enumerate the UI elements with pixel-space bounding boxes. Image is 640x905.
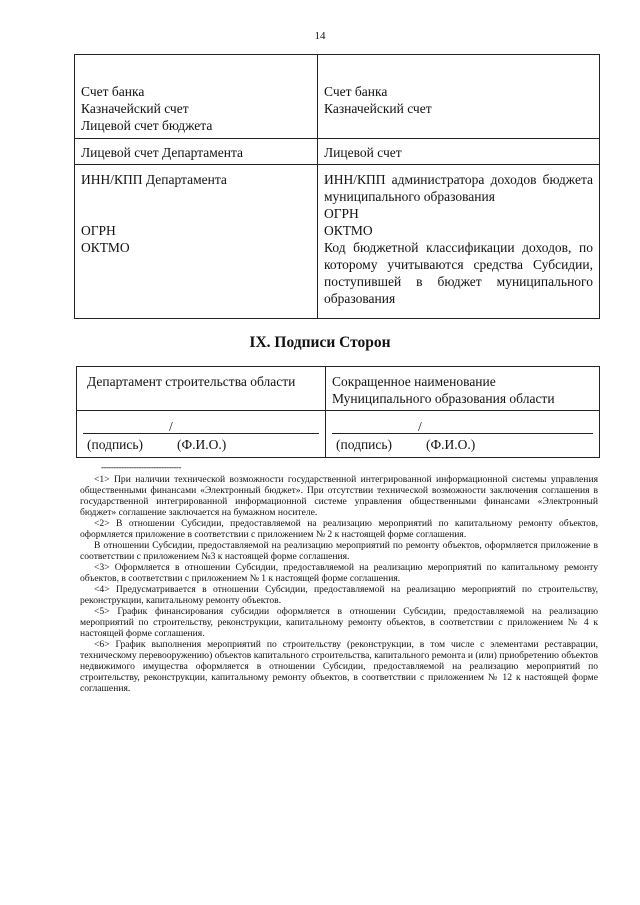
signature-caption (332, 434, 593, 457)
footnote-1: <1> При наличии технической возможности государственной интегрированной информационной системы управления общественными финансами «Электронный бюджет». При отсутствии технической возможности заключения соглашения в государственной интегрированной информационной системе управления общественными финансами «Электронный бюджет» соглашение заключается на бумажном носителе. (80, 474, 598, 518)
cell-line: Лицевой счет бюджета (81, 118, 213, 133)
caption-name: (Ф.И.О.) (177, 437, 227, 452)
cell-line: Счет банка (81, 84, 145, 99)
cell-line: ОКТМО (324, 223, 373, 238)
signature-line (83, 415, 319, 434)
cell-line: Счет банка (324, 84, 388, 99)
cell-paragraph: Код бюджетной классификации доходов, по которому учитываются средства Субсидии, поступившей в бюджет муниципального образования (324, 240, 593, 306)
signature-caption (83, 434, 319, 457)
caption-name: (Ф.И.О.) (426, 437, 476, 452)
caption-sign: (подпись) (336, 437, 393, 452)
cell-line: ОКТМО (81, 240, 130, 255)
cell-line: Лицевой счет (324, 145, 402, 160)
table-row (75, 55, 600, 139)
table-row (75, 139, 600, 165)
table-cell (75, 139, 318, 165)
table-cell (318, 165, 600, 319)
bank-details-table (74, 54, 600, 319)
caption-sign: (подпись) (87, 437, 144, 452)
signatures-table (76, 366, 600, 458)
cell-line: Лицевой счет Департамента (81, 145, 244, 160)
signature-slash: / (169, 419, 173, 434)
table-cell (318, 55, 600, 139)
footnotes-separator: -------------------------------- (101, 462, 181, 472)
table-cell (75, 165, 318, 319)
table-cell (318, 139, 600, 165)
signature-slash: / (418, 419, 422, 434)
cell-line: Казначейский счет (81, 101, 189, 116)
table-cell (326, 411, 600, 458)
table-row (77, 411, 600, 458)
table-cell (326, 367, 600, 411)
footnote-2: <2> В отношении Субсидии, предоставляемой на реализацию мероприятий по капитальному ремонту объектов, оформляется приложение в соответствии с приложением № 2 к настоящей форме соглашения. (80, 518, 598, 540)
footnote-6: <6> График выполнения мероприятий по строительству (реконструкции, в том числе с элементами реставрации, техническому перевооружению) объектов капитального строительства, капитального ремонта и (или) приобретению объектов недвижимого имущества оформляется в отношении Субсидии, предоставляемой на реализацию мероприятий по строительству, реконструкции, капитальному ремонту объектов, в соответствии с приложением № 12 к настоящей форме соглашения. (80, 639, 598, 694)
section-title: IX. Подписи Сторон (249, 334, 391, 351)
footnote-2-cont: В отношении Субсидии, предоставляемой на реализацию мероприятий по ремонту объектов, оформляется приложение в соответствии с приложением №3 к настоящей форме соглашения. (80, 540, 598, 562)
table-row (77, 367, 600, 411)
cell-line: ИНН/КПП Департамента (81, 172, 227, 187)
cell-line: Казначейский счет (324, 101, 432, 116)
party-right-name: Сокращенное наименование Муниципального образования области (332, 374, 555, 406)
footnote-5: <5> График финансирования субсидии оформляется в отношении Субсидии, предоставляемой на реализацию мероприятий по строительству, реконструкции, капитальному ремонту объектов, в соответствии с приложением № 4 к настоящей форме соглашения. (80, 606, 598, 639)
page-number: 14 (314, 30, 326, 42)
footnote-4: <4> Предусматривается в отношении Субсидии, предоставляемой на реализацию мероприятий по строительству, реконструкции, капитальному ремонту объектов. (80, 584, 598, 606)
footnotes (80, 474, 598, 694)
cell-paragraph: ИНН/КПП администратора доходов бюджета муниципального образования (324, 172, 593, 204)
party-left-name: Департамент строительства области (87, 374, 296, 389)
signature-line (332, 415, 593, 434)
table-row (75, 165, 600, 319)
cell-line: ОГРН (324, 206, 359, 221)
table-cell (77, 411, 326, 458)
table-cell (77, 367, 326, 411)
table-cell (75, 55, 318, 139)
cell-line: ОГРН (81, 223, 116, 238)
footnote-3: <3> Оформляется в отношении Субсидии, предоставляемой на реализацию мероприятий по капитальному ремонту объектов, в соответствии с приложением № 1 к настоящей форме соглашения. (80, 562, 598, 584)
